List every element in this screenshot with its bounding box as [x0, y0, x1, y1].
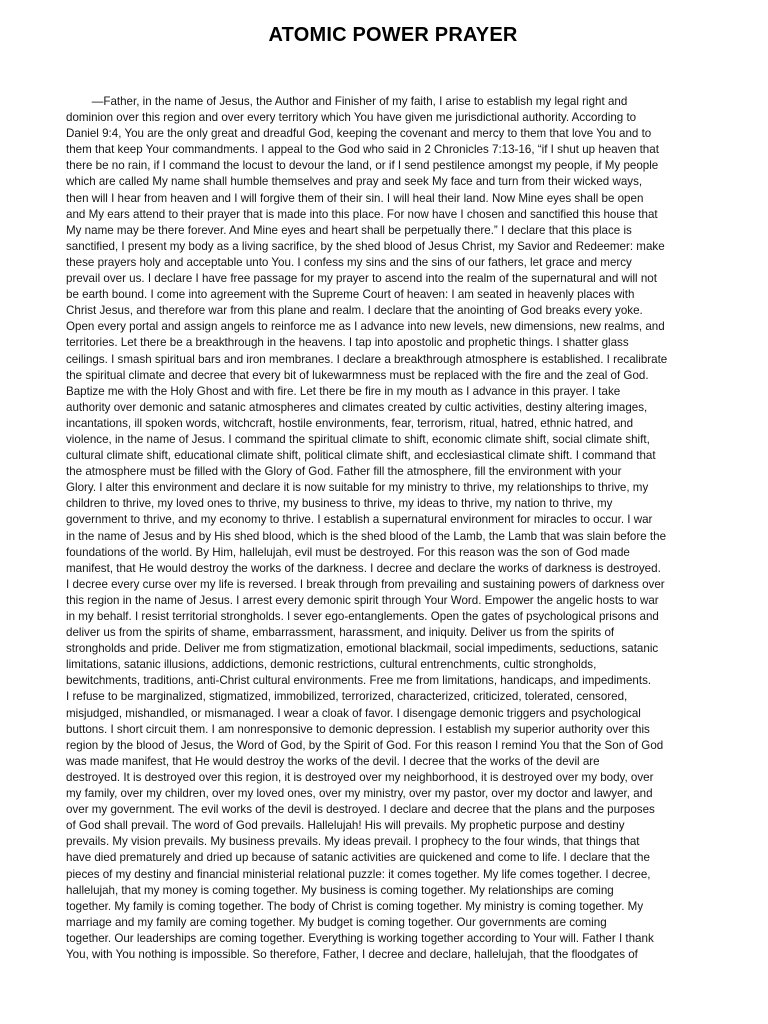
body-line: territories. Let there be a breakthrough in the heavens. I tap into apostolic and prophetic things. I shatter glass: [66, 336, 629, 350]
body-line: marriage and my family are coming together. My budget is coming together. Our governments are coming: [66, 915, 607, 929]
body-line: the atmosphere must be filled with the Glory of God. Father fill the atmosphere, fill the environment with your: [66, 465, 622, 479]
body-line: I refuse to be marginalized, stigmatized, immobilized, terrorized, characterized, criticized, tolerated, censored,: [66, 690, 628, 704]
body-line: my family, over my children, over my loved ones, over my ministry, over my pastor, over my doctor and lawyer, and: [66, 787, 653, 801]
body-line: buttons. I short circuit them. I am nonresponsive to demonic depression. I establish my superior authority over this: [66, 722, 650, 736]
body-line: I decree every curse over my life is reversed. I break through from prevailing and sustaining powers of darkness over: [66, 577, 665, 591]
body-line: in the name of Jesus and by His shed blood, which is the shed blood of the Lamb, the Lamb that was slain before the: [66, 529, 667, 543]
body-line: these prayers holy and acceptable unto You. I confess my sins and the sins of our fathers, let grace and mercy: [66, 255, 632, 269]
body-line: Daniel 9:4, You are the only great and dreadful God, keeping the covenant and mercy to them that love You and to: [66, 127, 652, 141]
body-line: them that keep Your commandments. I appeal to the God who said in 2 Chronicles 7:13-16, “if I shut up heaven that: [66, 143, 659, 157]
body-line: strongholds and pride. Deliver me from stigmatization, emotional blackmail, social impediments, seductions, satanic: [66, 642, 659, 656]
body-line: cultural climate shift, educational climate shift, political climate shift, and ecclesiastical climate shift. I command that: [66, 449, 656, 463]
body-line: prevail over us. I declare I have free passage for my prayer to ascend into the realm of the supernatural and will not: [66, 272, 657, 286]
prayer-body-text: [66, 94, 702, 963]
body-line: hallelujah, that my money is coming together. My business is coming together. My relationships are coming: [66, 883, 614, 897]
body-line: and My ears attend to their prayer that is made into this place. For now have I chosen and sanctified this house that: [66, 207, 658, 221]
body-line: together. My family is coming together. The body of Christ is coming together. My ministry is coming together. My: [66, 899, 644, 913]
body-line: region by the blood of Jesus, the Word of God, by the Spirit of God. For this reason I remind You that the Son of God: [66, 738, 664, 752]
body-line: prevails. My vision prevails. My business prevails. My ideas prevail. I prophecy to the four winds, that things that: [66, 835, 640, 849]
body-line: in my behalf. I resist territorial strongholds. I sever ego-entanglements. Open the gates of psychological prisons and: [66, 610, 659, 623]
body-line: Christ Jesus, and therefore war from this plane and realm. I declare that the anointing of God breaks every yoke.: [66, 304, 643, 318]
body-line: together. Our leaderships are coming together. Everything is working together according to Your will. Father I thank: [66, 931, 654, 945]
body-line: then will I hear from heaven and I will forgive them of their sin. I will heal their land. Now Mine eyes shall be open: [66, 191, 644, 205]
page-title: ATOMIC POWER PRAYER: [268, 24, 518, 46]
body-line: destroyed. It is destroyed over this region, it is destroyed over my neighborhood, it is destroyed over my body, over: [66, 770, 654, 784]
body-line: authority over demonic and satanic atmospheres and climates created by cultic activities, destiny altering images,: [66, 400, 648, 414]
body-line: there be no rain, if I command the locust to devour the land, or if I send pestilence amongst my people, if My people: [66, 159, 659, 173]
body-line: this region in the name of Jesus. I arrest every demonic spirit through Your Word. Empower the angelic hosts to war: [66, 593, 659, 607]
body-line: be earth bound. I come into agreement with the Supreme Court of heaven: I am seated in heavenly places with: [66, 288, 635, 302]
body-line: incantations, ill spoken words, witchcraft, hostile environments, fear, terrorism, ritual, hatred, ethnic hatred, and: [66, 416, 634, 430]
body-line: children to thrive, my loved ones to thrive, my business to thrive, my ideas to thrive, my nation to thrive, my: [66, 497, 613, 511]
body-line: which are called My name shall humble themselves and pray and seek My face and turn from their wicked ways,: [66, 175, 643, 189]
body-line: was made manifest, that He would destroy the works of the devil. I decree that the works of the devil are: [66, 754, 600, 768]
body-line: Open every portal and assign angels to reinforce me as I advance into new levels, new dimensions, new realms, and: [66, 320, 665, 334]
body-line: of God shall prevail. The word of God prevails. Hallelujah! His will prevails. My prophetic purpose and destiny: [66, 819, 625, 833]
body-line: have died prematurely and dried up because of satanic activities are quickened and come to life. I declare that the: [66, 851, 650, 865]
body-line: sanctified, I present my body as a living sacrifice, by the shed blood of Jesus Christ, my Savior and Redeemer: make: [66, 239, 665, 253]
body-line: government to thrive, and my economy to thrive. I establish a supernatural environment for miracles to occur. I war: [66, 513, 653, 527]
body-line: You, with You nothing is impossible. So therefore, Father, I decree and declare, hallelujah, that the floodgates of: [66, 947, 638, 961]
body-line: limitations, satanic illusions, addictions, demonic restrictions, cultural entrenchments, cultic strongholds,: [66, 658, 597, 672]
body-line: deliver us from the spirits of shame, embarrassment, harassment, and iniquity. Deliver us from the spirits of: [66, 626, 615, 640]
body-line: ―Father, in the name of Jesus, the Author and Finisher of my faith, I arise to establish my legal right and: [66, 95, 628, 108]
body-line: ceilings. I smash spiritual bars and iron membranes. I declare a breakthrough atmosphere is established. I recalibrate: [66, 352, 668, 366]
body-line: foundations of the world. By Him, hallelujah, evil must be destroyed. For this reason was the son of God made: [66, 545, 630, 559]
body-line: dominion over this region and over every territory which You have given me jurisdictional authority. According to: [66, 111, 637, 125]
body-line: violence, in the name of Jesus. I command the spiritual climate to shift, economic climate shift, social climate shift,: [66, 432, 650, 446]
body-line: the spiritual climate and decree that every bit of lukewarmness must be replaced with the fire and the zeal of God.: [66, 368, 649, 382]
body-line: over my government. The evil works of the devil is destroyed. I declare and decree that the plans and the purposes: [66, 803, 655, 817]
body-line: manifest, that He would destroy the works of the darkness. I decree and declare the works of darkness is destroyed.: [66, 561, 661, 575]
body-line: pieces of my destiny and financial ministerial relational puzzle: it comes together. My life comes together. I decree,: [66, 867, 651, 881]
body-line: Glory. I alter this environment and declare it is now suitable for my ministry to thrive, my relationships to thrive, my: [66, 481, 649, 495]
body-line: misjudged, mishandled, or mismanaged. I wear a cloak of favor. I disengage demonic triggers and psychological: [66, 706, 641, 720]
body-line: bewitchments, traditions, anti-Christ cultural environments. Free me from limitations, handicaps, and impediments.: [66, 674, 652, 688]
body-line: Baptize me with the Holy Ghost and with fire. Let there be fire in my mouth as I advance in this prayer. I take: [66, 384, 621, 398]
body-line: My name may be there forever. And Mine eyes and heart shall be perpetually there.” I declare that this place is: [66, 223, 632, 237]
